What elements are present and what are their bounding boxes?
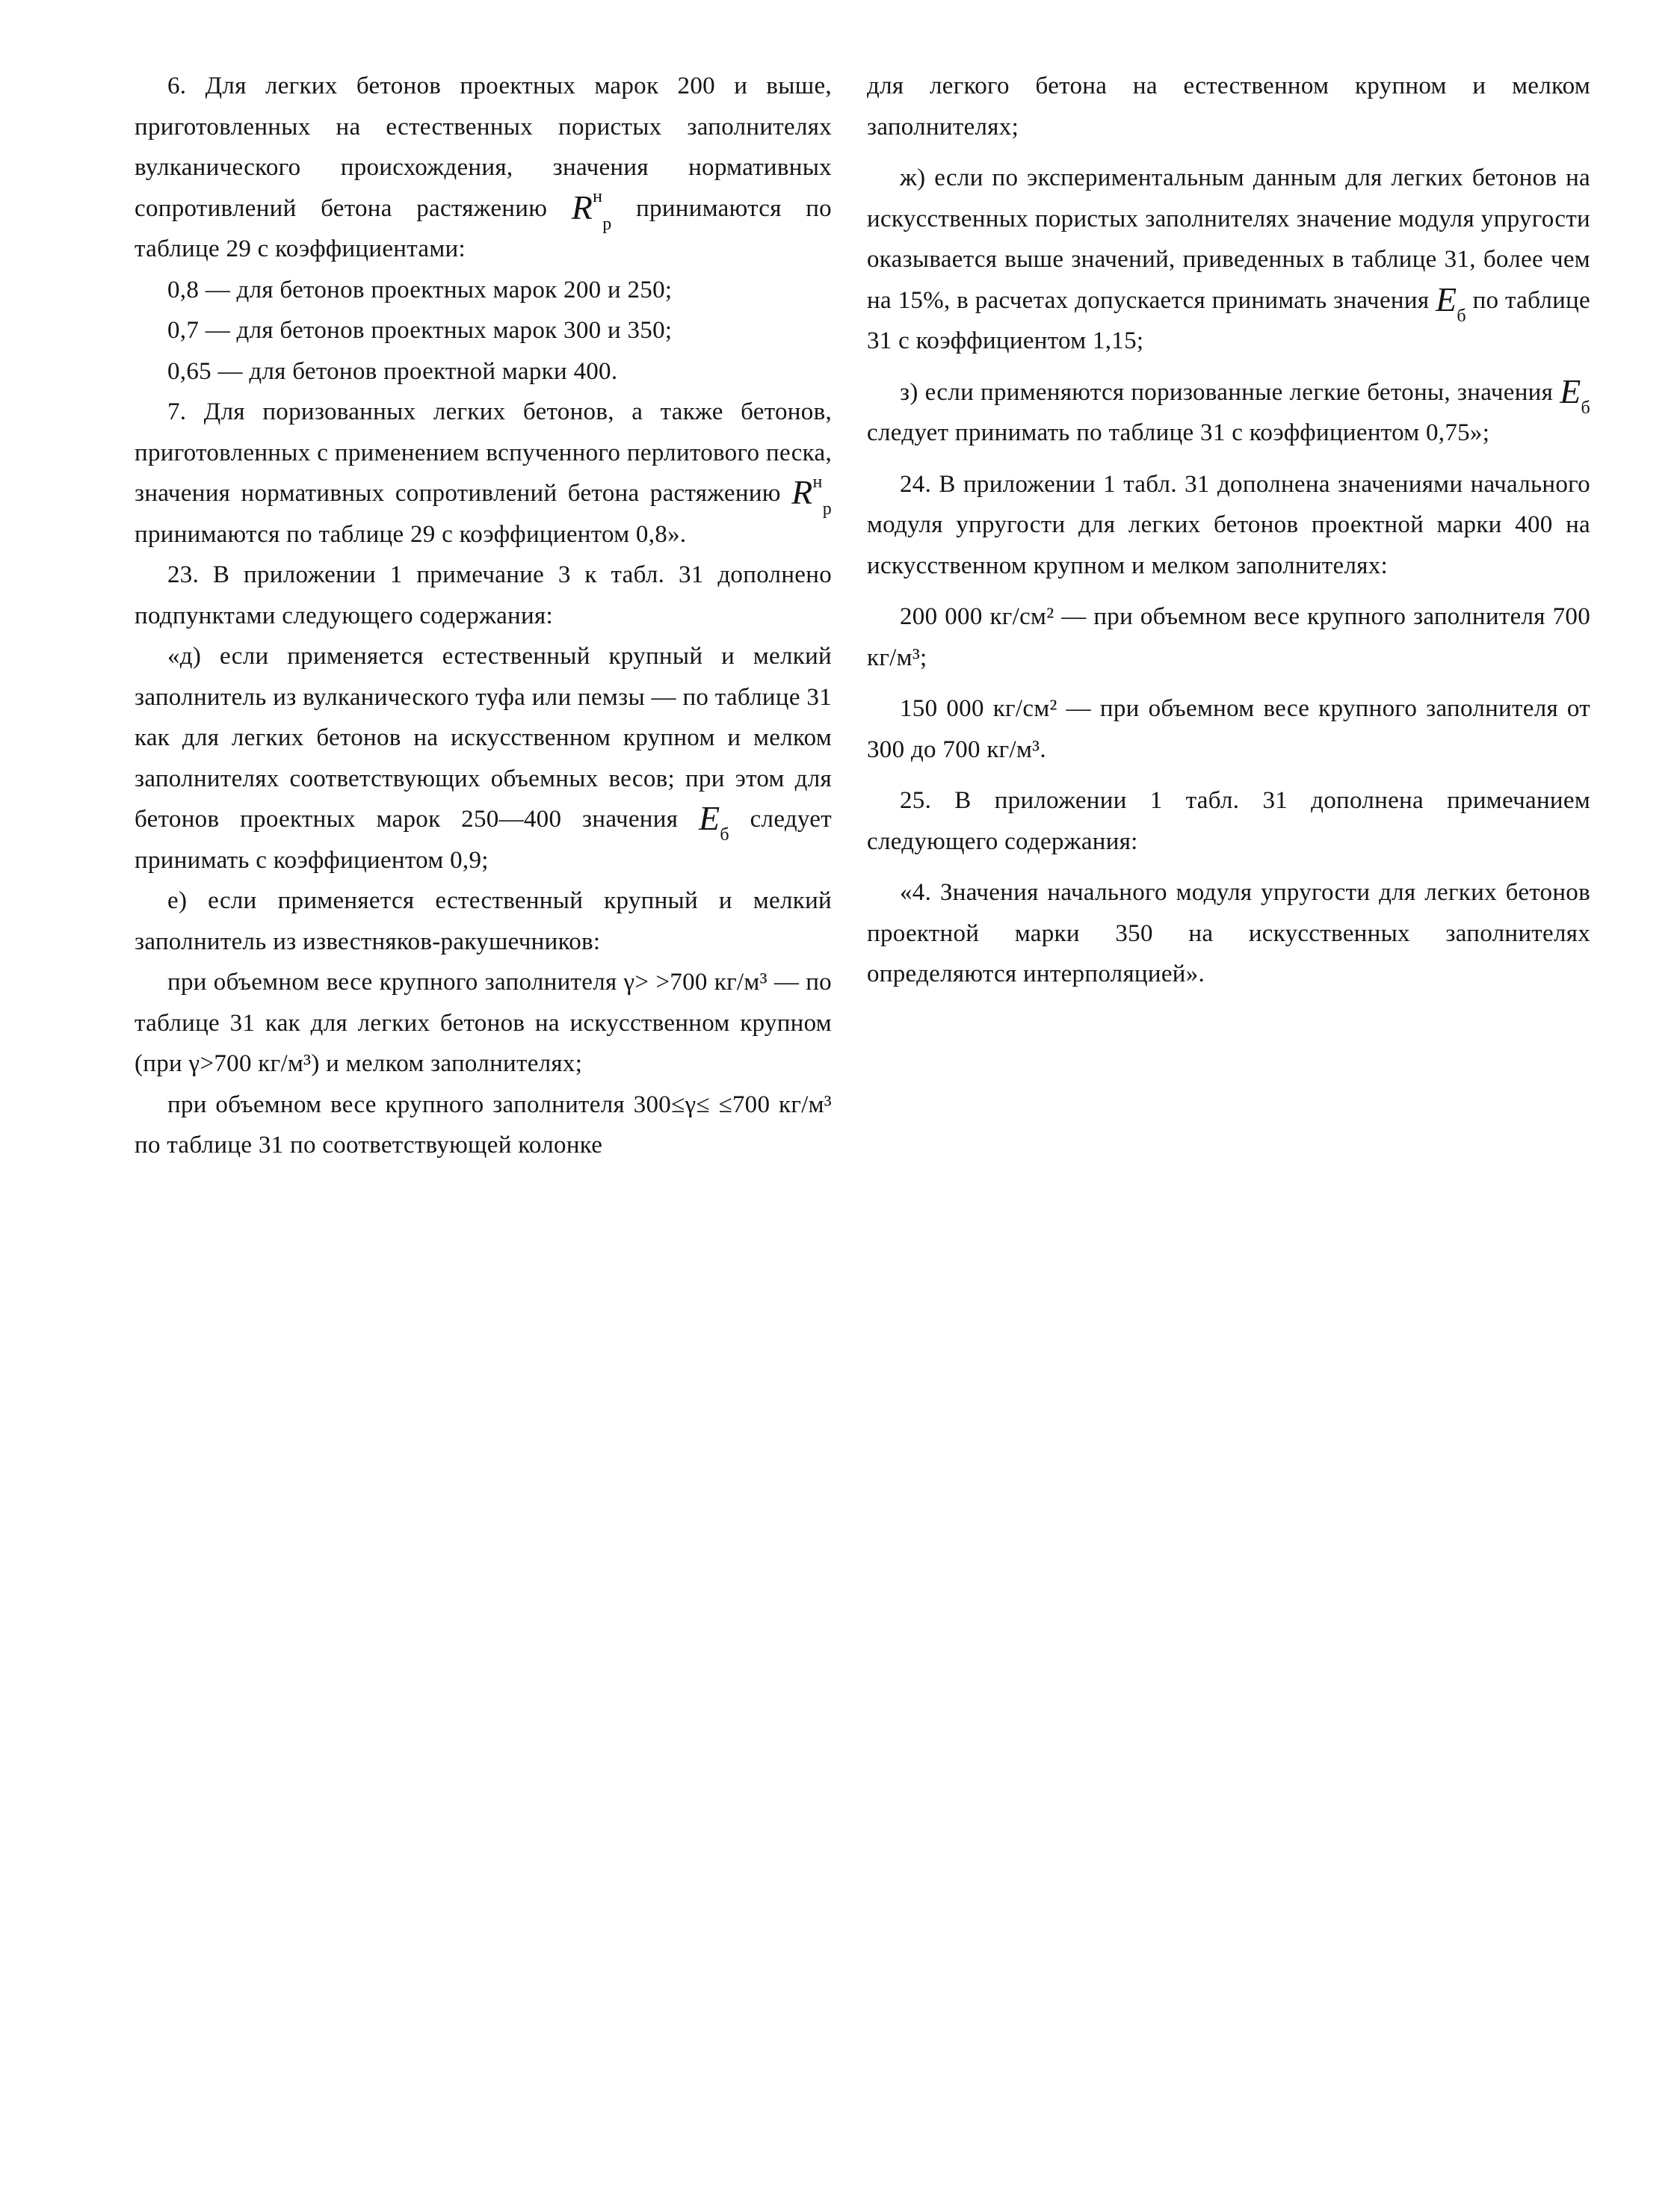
paragraph-6-text-cont: принимаются по таблице 29 с коэффициентами: — [135, 194, 832, 262]
subitem-e-case-2: при объемном весе крупного заполнителя 300≤γ≤ ≤700 кг/м³ по таблице 31 по соответствующей колонке — [135, 1091, 832, 1159]
modulus-value-2: 150 000 кг/см² — при объемном весе крупного заполнителя от 300 до 700 кг/м³. — [867, 695, 1590, 763]
continuation-text: для легкого бетона на естественном крупном и мелком заполнителях; — [867, 73, 1590, 141]
subitem-zh-text: ж) если по экспериментальным данным для легких бетонов на искусственных пористых заполнителях значение модуля упругости оказывается выше значений, приведенных в таблице 31, более чем на 15%, в расчетах допускается принимать значения — [867, 164, 1590, 314]
subitem-e: е) если применяется естественный крупный и мелкий заполнитель из известняков-ракушечников: — [135, 887, 832, 955]
paragraph-7-text-cont: принимаются по таблице 29 с коэффициентом 0,8». — [135, 520, 687, 548]
subitem-zh — [867, 158, 1590, 362]
subitem-z-text-cont: следует принимать по таблице 31 с коэффициентом 0,75»; — [867, 419, 1490, 446]
coefficient-line-3: 0,65 — для бетонов проектной марки 400. — [167, 357, 618, 385]
paragraph-6 — [135, 66, 832, 270]
symbol-e-modulus: $E_б$ — [698, 799, 729, 845]
right-column — [867, 66, 1590, 1005]
paragraph-23: 23. В приложении 1 примечание 3 к табл. 31 дополнено подпунктами следующего содержания: — [135, 561, 832, 629]
coefficient-line-1: 0,8 — для бетонов проектных марок 200 и 250; — [167, 276, 673, 303]
subitem-z-text: з) если применяются поризованные легкие бетоны, значения — [900, 378, 1554, 406]
note-4-quote: «4. Значения начального модуля упругости для легких бетонов проектной марки 350 на искусственных заполнителях определяются интерполяцией». — [867, 879, 1590, 987]
paragraph-24: 24. В приложении 1 табл. 31 дополнена значениями начального модуля упругости для легких бетонов проектной марки 400 на искусственном крупном и мелком заполнителях: — [867, 470, 1590, 579]
coefficient-line-2: 0,7 — для бетонов проектных марок 300 и 350; — [167, 317, 673, 344]
subitem-d-text: «д) если применяется естественный крупный и мелкий заполнитель из вулканического туфа или пемзы — по таблице 31 как для легких бетонов на искусственном крупном и мелком заполнителях соответствующих объемных весов; при этом для бетонов проектных марок 250—400 значения — [135, 643, 832, 833]
subitem-zh-text-cont: по таблице 31 с коэффициентом 1,15; — [867, 286, 1590, 354]
modulus-value-1: 200 000 кг/см² — при объемном весе крупного заполнителя 700 кг/м³; — [867, 603, 1590, 671]
paragraph-7 — [135, 392, 832, 555]
symbol-r-normative: $R^н_р$ — [571, 187, 612, 234]
paragraph-7-text: 7. Для поризованных легких бетонов, а также бетонов, приготовленных с применением вспученного перлитового песка, значения нормативных сопротивлений бетона растяжению — [135, 398, 832, 507]
symbol-e-modulus: $E_б$ — [1435, 280, 1466, 326]
left-column — [135, 66, 832, 1166]
symbol-r-normative: $R^н_р$ — [791, 472, 832, 519]
subitem-z — [867, 372, 1590, 454]
symbol-e-modulus: $E_б$ — [1560, 371, 1590, 418]
paragraph-25: 25. В приложении 1 табл. 31 дополнена примечанием следующего содержания: — [867, 787, 1590, 855]
subitem-e-case-1: при объемном весе крупного заполнителя γ> >700 кг/м³ — по таблице 31 как для легких бетонов на искусственном крупном (при γ>700 кг/м³) и мелком заполнителях; — [135, 969, 832, 1077]
subitem-d — [135, 636, 832, 881]
subitem-d-text-cont: следует принимать с коэффициентом 0,9; — [135, 806, 832, 874]
paragraph-6-text: 6. Для легких бетонов проектных марок 200 и выше, приготовленных на естественных пористых заполнителях вулканического происхождения, значения нормативных сопротивлений бетона растяжению — [135, 73, 832, 222]
